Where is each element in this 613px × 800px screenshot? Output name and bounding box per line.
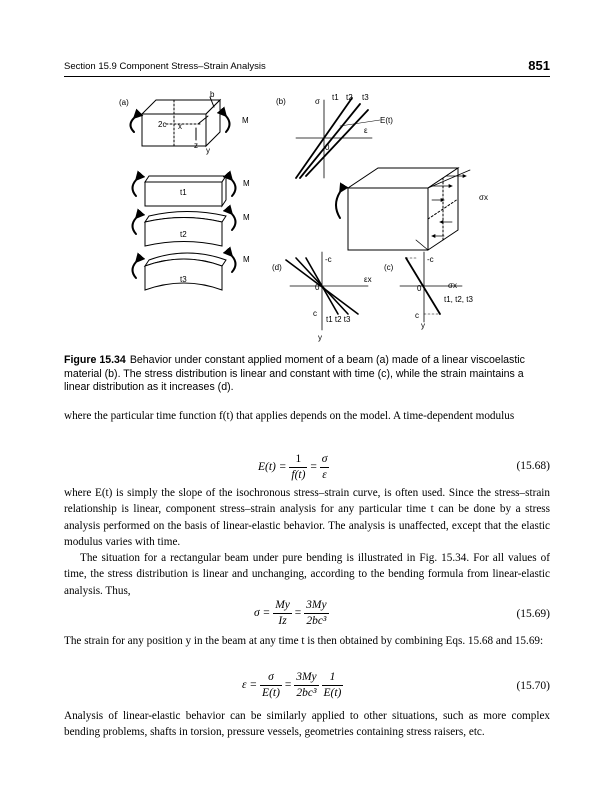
beam-t3 <box>145 253 226 290</box>
axis-y-label: y <box>206 146 210 155</box>
graph-b-sigma: σ <box>315 97 320 106</box>
eq1-equals: = <box>310 461 317 474</box>
equation-15-70 <box>64 668 550 708</box>
beam-t2 <box>145 212 226 247</box>
moment-label-t3: M <box>243 255 250 264</box>
eq3-frac1: $\frac{\sigma}{E(t)}$ <box>262 671 280 699</box>
graph-c-c: c <box>415 311 419 320</box>
dim-b-label: b <box>210 90 215 99</box>
moment-arrow-t3-right <box>232 256 236 272</box>
block-moment-arrow <box>336 192 340 218</box>
moment-label-t1: M <box>243 179 250 188</box>
moment-arrow-t1-right <box>232 180 236 196</box>
eq2-frac2: $\frac{3My}{\text{2bc³}}$ <box>306 599 327 627</box>
eq2-frac1: $\frac{My}{Iz}$ <box>275 599 290 627</box>
moment-arrow-t2-right <box>232 214 236 230</box>
graph-c-minus-c: -c <box>427 255 434 264</box>
graph-d-times: t1 t2 t3 <box>326 315 351 324</box>
graph-b-epsilon: ε <box>364 126 368 135</box>
moment-arrow-t2-left <box>133 218 137 234</box>
eq3-frac3: $\frac{1}{E(t)}$ <box>323 671 342 699</box>
beam-t1-label: t1 <box>180 188 187 197</box>
paragraph-2: where E(t) is simply the slope of the isochronous stress–strain curve, is often used. Since the stress–strain relationship is linear, component stress–strain analysis for any particular time t can be done by a stress analysis performed on the basis of linear-elastic behavior. The analysis is unaffected, except that the elastic modulus varies with time. <box>64 487 550 548</box>
graph-d-c: c <box>313 309 317 318</box>
graph-c-origin: 0 <box>417 284 422 293</box>
panel-b-label: (b) <box>276 97 286 106</box>
moment-arrow-t3-left <box>133 262 137 278</box>
figure-15-34 <box>0 0 613 350</box>
graph-b-t3: t3 <box>362 93 369 102</box>
eq3-frac2: $\frac{3My}{\text{2bc³}}$ <box>296 671 317 699</box>
graph-c-y: y <box>421 321 425 330</box>
moment-arrow-t1-left <box>133 180 137 196</box>
eq2-equals: = <box>294 607 302 620</box>
graph-d-y: y <box>318 333 322 342</box>
paragraph-1: where the particular time function f(t) that applies depends on the model. A time-dependent modulus <box>64 410 515 422</box>
graph-d-minus-c: -c <box>325 255 332 264</box>
panel-a-label: (a) <box>119 98 129 107</box>
moment-label-t2: M <box>243 213 250 222</box>
eq1-frac1: $\frac{1}{f(t)}$ <box>291 453 306 481</box>
graph-b-Et: E(t) <box>380 116 393 125</box>
panel-c-label: (c) <box>384 263 394 272</box>
graph-b-origin: 0 <box>325 143 330 152</box>
graph-d-epsilon-x: εx <box>364 275 372 284</box>
eq3-equals: = <box>284 679 292 692</box>
panel-d-label: (d) <box>272 263 282 272</box>
eq2-lhs: σ = <box>254 607 271 620</box>
paragraph-4: The strain for any position y in the beam at any time t is then obtained by combining Eqs. 15.68 and 15.69: <box>64 635 544 647</box>
graph-b-t2: t2 <box>346 93 353 102</box>
eq2-number: (15.69) <box>516 608 550 620</box>
graph-b-axes <box>296 100 372 178</box>
eq1-lhs: E(t) = <box>258 461 287 474</box>
graph-d-origin: 0 <box>315 283 320 292</box>
graph-c-sigma-x: σx <box>448 281 457 290</box>
paragraph-5: Analysis of linear-elastic behavior can be similarly applied to other situations, such as more complex bending problems, shafts in torsion, pressure vessels, geometries containing stress raisers, etc. <box>64 710 550 739</box>
block-sigma-x: σx <box>479 193 488 202</box>
stress-block <box>348 168 458 250</box>
moment-label-a: M <box>242 116 249 125</box>
figure-caption <box>64 354 550 395</box>
page-number: 851 <box>528 58 550 73</box>
moment-left-arrow <box>131 118 135 132</box>
eq3-lhs: ε = <box>242 679 258 692</box>
paragraph-3: The situation for a rectangular beam under pure bending is illustrated in Fig. 15.34. For all values of time, the stress distribution is linear and unchanging, according to the bending formula from linear-elastic analysis. Thus, <box>64 552 550 597</box>
axis-z-label: z <box>194 141 198 150</box>
graph-b-t1: t1 <box>332 93 339 102</box>
caption-label: Figure 15.34 <box>64 354 126 366</box>
equation-15-69 <box>64 596 550 636</box>
eq1-frac2: $\frac{\sigma}{\varepsilon}$ <box>321 453 328 481</box>
beam-t3-label: t3 <box>180 275 187 284</box>
equation-15-68 <box>64 448 550 488</box>
dim-2c-label: 2c <box>158 120 167 129</box>
beam-t2-label: t2 <box>180 230 187 239</box>
graph-c-times: t1, t2, t3 <box>444 295 473 304</box>
section-title: Section 15.9 Component Stress–Strain Analysis <box>64 61 266 72</box>
caption-text: Behavior under constant applied moment of a beam (a) made of a linear viscoelastic material (b). The stress distribution is linear and constant with time (c), while the strain maintains a linear distribution as it increases (d). <box>64 354 525 393</box>
eq3-number: (15.70) <box>516 680 550 692</box>
moment-right-arrow <box>226 116 230 132</box>
eq1-number: (15.68) <box>516 460 550 472</box>
axis-x-label: x <box>178 122 182 131</box>
